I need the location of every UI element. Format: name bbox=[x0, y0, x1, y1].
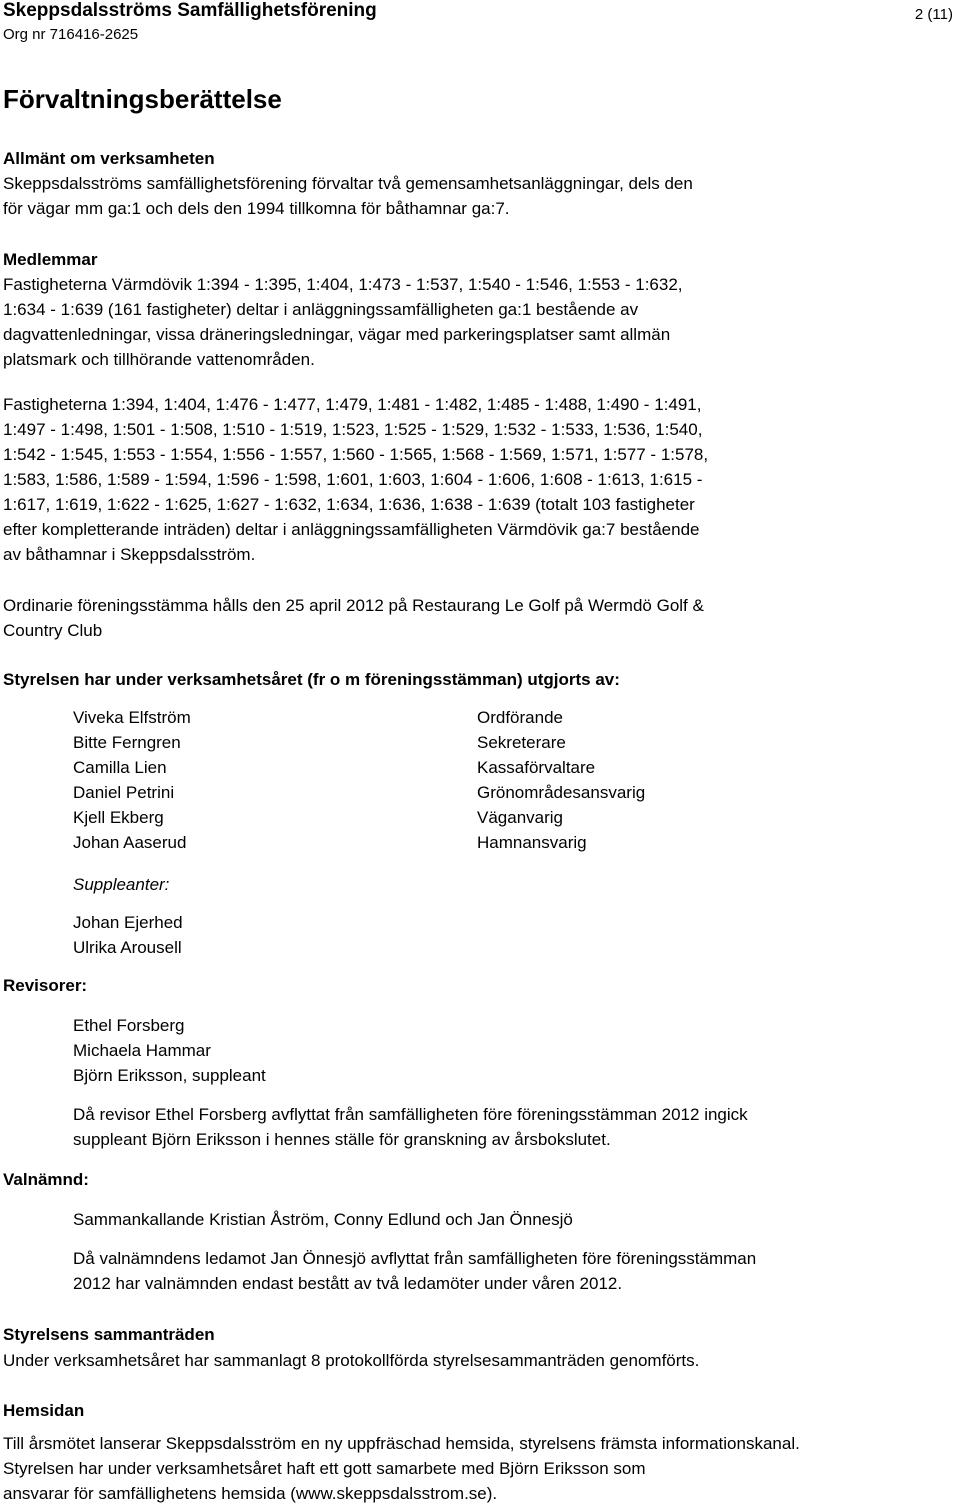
section-heading-styrelse: Styrelsen har under verksamhetsåret (fr o m föreningsstämman) utgjorts av: bbox=[3, 670, 620, 689]
member-name: Camilla Lien bbox=[73, 758, 167, 777]
organization-number: Org nr 716416-2625 bbox=[3, 26, 139, 43]
suppleanter-list bbox=[73, 910, 183, 960]
valnamnd-members: Sammankallande Kristian Åström, Conny Edlund och Jan Önnesjö bbox=[73, 1210, 573, 1229]
board-member-row bbox=[73, 730, 645, 755]
organization-name: Skeppsdalsströms Samfällighetsförening bbox=[3, 0, 377, 21]
text-line: Då revisor Ethel Forsberg avflyttat från samfälligheten före föreningsstämman 2012 ingick bbox=[73, 1105, 748, 1124]
text-line: för vägar mm ga:1 och dels den 1994 tillkomna för båthamnar ga:7. bbox=[3, 199, 510, 218]
board-members-list bbox=[73, 705, 645, 855]
revisor-name: Ethel Forsberg bbox=[73, 1016, 185, 1035]
text-line: suppleant Björn Eriksson i hennes ställe för granskning av årsbokslutet. bbox=[73, 1130, 611, 1149]
board-member-row bbox=[73, 780, 645, 805]
section-heading-hemsidan: Hemsidan bbox=[3, 1401, 85, 1420]
member-name: Viveka Elfström bbox=[73, 708, 191, 727]
sammantraden-text: Under verksamhetsåret har sammanlagt 8 protokollförda styrelsesammanträden genomförts. bbox=[3, 1351, 700, 1370]
text-line: Fastigheterna 1:394, 1:404, 1:476 - 1:477, 1:479, 1:481 - 1:482, 1:485 - 1:488, 1:490 - 1:491, bbox=[3, 395, 702, 414]
board-member-row bbox=[73, 755, 645, 780]
revisorer-note bbox=[73, 1102, 748, 1152]
board-member-row bbox=[73, 705, 645, 730]
text-line: Fastigheterna Värmdövik 1:394 - 1:395, 1:404, 1:473 - 1:537, 1:540 - 1:546, 1:553 - 1:632, bbox=[3, 275, 683, 294]
text-line: 2012 har valnämnden endast bestått av två ledamöter under våren 2012. bbox=[73, 1274, 623, 1293]
text-line: 1:617, 1:619, 1:622 - 1:625, 1:627 - 1:632, 1:634, 1:636, 1:638 - 1:639 (totalt 103 fastigheter bbox=[3, 495, 695, 514]
hemsidan-paragraph bbox=[3, 1431, 800, 1506]
text-line: Skeppsdalsströms samfällighetsförening förvaltar två gemensamhetsanläggningar, dels den bbox=[3, 174, 693, 193]
revisor-name: Michaela Hammar bbox=[73, 1041, 211, 1060]
section-heading-sammantraden: Styrelsens sammanträden bbox=[3, 1325, 215, 1344]
text-line: av båthamnar i Skeppsdalsström. bbox=[3, 545, 256, 564]
suppleant-name: Ulrika Arousell bbox=[73, 938, 182, 957]
member-role: Hamnansvarig bbox=[477, 833, 587, 852]
member-role: Kassaförvaltare bbox=[477, 758, 596, 777]
page-number: 2 (11) bbox=[914, 6, 953, 23]
section-heading-medlemmar: Medlemmar bbox=[3, 250, 98, 269]
member-role: Väganvarig bbox=[477, 808, 564, 827]
board-member-row bbox=[73, 830, 645, 855]
text-line: Ordinarie föreningsstämma hålls den 25 april 2012 på Restaurang Le Golf på Wermdö Golf & bbox=[3, 596, 704, 615]
document-title: Förvaltningsberättelse bbox=[3, 84, 282, 114]
text-line: 1:583, 1:586, 1:589 - 1:594, 1:596 - 1:598, 1:601, 1:603, 1:604 - 1:606, 1:608 - 1:613, 1:615 - bbox=[3, 470, 703, 489]
board-member-row bbox=[73, 805, 645, 830]
valnamnd-note bbox=[73, 1246, 756, 1296]
revisor-name: Björn Eriksson, suppleant bbox=[73, 1066, 266, 1085]
member-name: Kjell Ekberg bbox=[73, 808, 164, 827]
text-line: Då valnämndens ledamot Jan Önnesjö avflyttat från samfälligheten före föreningsstämman bbox=[73, 1249, 757, 1268]
text-line: Styrelsen har under verksamhetsåret haft ett gott samarbete med Björn Eriksson som bbox=[3, 1459, 646, 1478]
text-line: Till årsmötet lanserar Skeppsdalsström en ny uppfräschad hemsida, styrelsens främsta informationskanal. bbox=[3, 1434, 800, 1453]
member-name: Bitte Ferngren bbox=[73, 733, 181, 752]
text-line: platsmark och tillhörande vattenområden. bbox=[3, 350, 315, 369]
text-line: Country Club bbox=[3, 621, 103, 640]
allmant-paragraph bbox=[3, 171, 693, 221]
member-role: Sekreterare bbox=[477, 733, 566, 752]
member-role: Grönområdesansvarig bbox=[477, 783, 646, 802]
member-name: Daniel Petrini bbox=[73, 783, 175, 802]
medlemmar-paragraph-ga1 bbox=[3, 272, 683, 372]
text-line: efter kompletterande inträden) deltar i anläggningssamfälligheten Värmdövik ga:7 bestående bbox=[3, 520, 700, 539]
section-heading-revisorer: Revisorer: bbox=[3, 976, 88, 995]
member-name: Johan Aaserud bbox=[73, 833, 187, 852]
section-heading-allmant: Allmänt om verksamheten bbox=[3, 149, 215, 168]
member-role: Ordförande bbox=[477, 708, 563, 727]
section-heading-valnamnd: Valnämnd: bbox=[3, 1170, 89, 1189]
revisorer-list bbox=[73, 1013, 266, 1088]
text-line: ansvarar för samfällighetens hemsida (www.skeppsdalsstrom.se). bbox=[3, 1484, 498, 1503]
stamma-paragraph bbox=[3, 593, 704, 643]
text-line: 1:634 - 1:639 (161 fastigheter) deltar i anläggningssamfälligheten ga:1 bestående av bbox=[3, 300, 639, 319]
text-line: dagvattenledningar, vissa dräneringsledningar, vägar med parkeringsplatser samt allmän bbox=[3, 325, 671, 344]
suppleant-name: Johan Ejerhed bbox=[73, 913, 183, 932]
text-line: 1:542 - 1:545, 1:553 - 1:554, 1:556 - 1:557, 1:560 - 1:565, 1:568 - 1:569, 1:571, 1:577 - 1:578, bbox=[3, 445, 709, 464]
suppleanter-label: Suppleanter: bbox=[73, 875, 170, 894]
text-line: 1:497 - 1:498, 1:501 - 1:508, 1:510 - 1:519, 1:523, 1:525 - 1:529, 1:532 - 1:533, 1:536, 1:540, bbox=[3, 420, 703, 439]
medlemmar-paragraph-ga7 bbox=[3, 392, 708, 567]
